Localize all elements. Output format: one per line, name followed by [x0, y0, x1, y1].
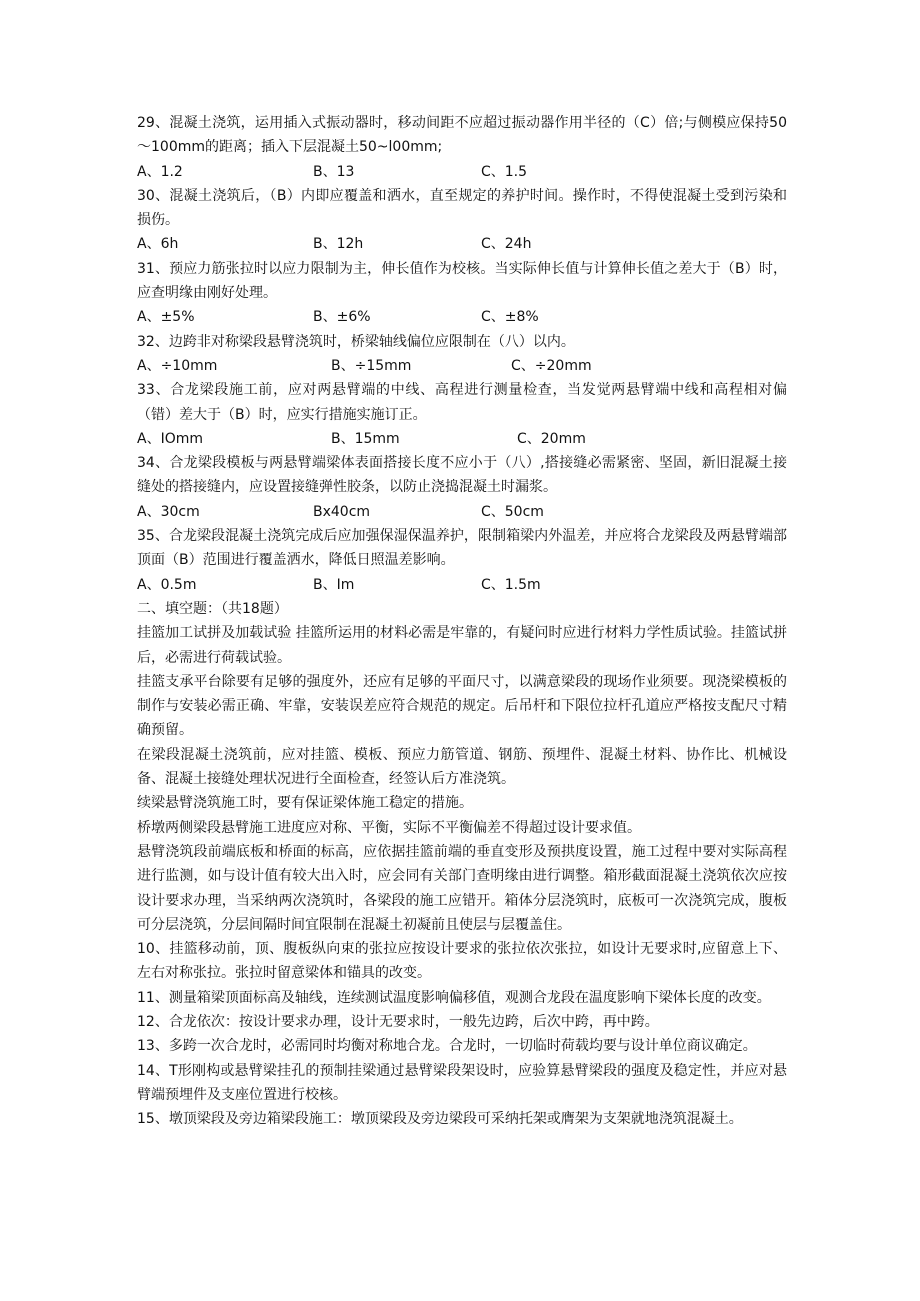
section-heading: 二、填空题：（共18题）: [137, 600, 288, 617]
option-b: B、13: [313, 163, 355, 180]
paragraph: 续梁悬臂浇筑施工时，要有保证梁体施工稳定的措施。: [137, 795, 473, 812]
option-a: A、30cm: [137, 503, 200, 520]
option-a: A、÷10mm: [137, 357, 218, 374]
paragraph: 桥墩两侧梁段悬臂施工进度应对称、平衡，实际不平衡偏差不得超过设计要求值。: [137, 819, 641, 836]
paragraph: 13、多跨一次合龙时，必需同时均衡对称地合龙。合龙时，一切临时荷载均要与设计单位商议确定。: [137, 1038, 757, 1055]
question-33-stem: 33、合龙梁段施工前，应对两悬臂端的中线、高程进行测量检查，当发觉两悬臂端中线和高程相对偏（错）差大于（B）时，应实行措施实施订正。: [137, 382, 787, 423]
paragraph: 挂篮加工试拼及加载试验 挂篮所运用的材料必需是牢靠的，有疑问时应进行材料力学性质试验。挂篮试拼后，必需进行荷载试验。: [137, 625, 787, 666]
option-b: B、÷15mm: [331, 357, 412, 374]
question-31-options: [137, 305, 787, 329]
option-c: C、1.5m: [481, 576, 541, 593]
paragraph: 悬臂浇筑段前端底板和桥面的标高，应依据挂篮前端的垂直变形及预拱度设置，施工过程中要对实际高程进行监测，如与设计值有较大出入时，应会同有关部门查明缘由进行调整。箱形截面混凝土浇筑依次应按设计要求办理，当采纳两次浇筑时，各梁段的施工应错开。箱体分层浇筑时，底板可一次浇筑完成，腹板可分层浇筑，分层间隔时间宜限制在混凝土初凝前且使层与层覆盖住。: [137, 843, 787, 933]
option-c: C、÷20mm: [511, 357, 592, 374]
document-content: [137, 111, 787, 1131]
question-32-stem: 32、边跨非对称梁段悬臂浇筑时，桥梁轴线偏位应限制在（八）以内。: [137, 333, 575, 350]
option-c: C、20mm: [517, 430, 586, 447]
question-34-stem: 34、合龙梁段模板与两悬臂端梁体表面搭接长度不应小于（八）,搭接缝必需紧密、坚固，新旧混凝土接缝处的搭接缝内，应设置接缝弹性胶条，以防止浇捣混凝土时漏浆。: [137, 455, 787, 496]
question-29-stem: 29、混凝土浇筑，运用插入式振动器时，移动间距不应超过振动器作用半径的（C）倍;与侧模应保持50～100mm的距离；插入下层混凝土50~l00mm;: [137, 115, 787, 156]
option-b: B、±6%: [313, 309, 371, 326]
paragraph: 14、T形刚构或悬臂梁挂孔的预制挂梁通过悬臂梁段架设时，应验算悬臂梁段的强度及稳定性，并应对悬臂端预埋件及支座位置进行校核。: [137, 1062, 787, 1103]
option-b: Bx40cm: [313, 503, 371, 520]
question-30-options: [137, 232, 787, 256]
option-a: A、±5%: [137, 309, 195, 326]
question-31-stem: 31、预应力筋张拉时以应力限制为主，伸长值作为校核。当实际伸长值与计算伸长值之差大于（B）时，应查明缘由刚好处理。: [137, 260, 787, 302]
option-a: A、6h: [137, 236, 179, 253]
option-a: A、IOmm: [137, 430, 204, 447]
paragraph: 12、合龙依次：按设计要求办理，设计无要求时，一般先边跨，后次中跨，再中跨。: [137, 1013, 659, 1030]
paragraph: 挂篮支承平台除要有足够的强度外，还应有足够的平面尺寸，以满意梁段的现场作业须要。现浇梁模板的制作与安装必需正确、牢靠，安装误差应符合规范的规定。后吊杆和下限位拉杆孔道应严格按支配尺寸精确预留。: [137, 673, 787, 739]
question-35-options: [137, 573, 787, 597]
option-a: A、1.2: [137, 163, 183, 180]
paragraph: 11、测量箱梁顶面标高及轴线，连续测试温度影响偏移值，观测合龙段在温度影响下梁体长度的改变。: [137, 989, 771, 1006]
option-b: B、15mm: [331, 430, 400, 447]
question-30-stem: 30、混凝土浇筑后，（B）内即应覆盖和洒水，直至规定的养护时间。操作时，不得使混凝土受到污染和损伤。: [137, 187, 787, 229]
option-c: C、24h: [481, 236, 532, 253]
option-c: C、50cm: [481, 503, 544, 520]
question-35-stem: 35、合龙梁段混凝土浇筑完成后应加强保湿保温养护，限制箱梁内外温差，并应将合龙梁段及两悬臂端部顶面（B）范围进行覆盖洒水，降低日照温差影响。: [137, 528, 787, 569]
question-32-options: [137, 354, 787, 378]
question-29-options: [137, 160, 787, 184]
question-34-options: [137, 500, 787, 524]
option-c: C、1.5: [481, 163, 528, 180]
question-33-options: [137, 427, 787, 451]
option-b: B、Im: [313, 576, 355, 593]
option-c: C、±8%: [481, 309, 539, 326]
paragraph: 15、墩顶梁段及旁边箱梁段施工：墩顶梁段及旁边梁段可采纳托架或膺架为支架就地浇筑混凝土。: [137, 1111, 743, 1128]
paragraph: 在梁段混凝土浇筑前，应对挂篮、模板、预应力筋管道、钢筋、预埋件、混凝土材料、协作比、机械设备、混凝土接缝处理状况进行全面检查，经签认后方准浇筑。: [137, 746, 787, 788]
paragraph: 10、挂篮移动前，顶、腹板纵向束的张拉应按设计要求的张拉依次张拉，如设计无要求时,应留意上下、左右对称张拉。张拉时留意梁体和锚具的改变。: [137, 941, 787, 982]
option-a: A、0.5m: [137, 576, 197, 593]
option-b: B、12h: [313, 236, 364, 253]
